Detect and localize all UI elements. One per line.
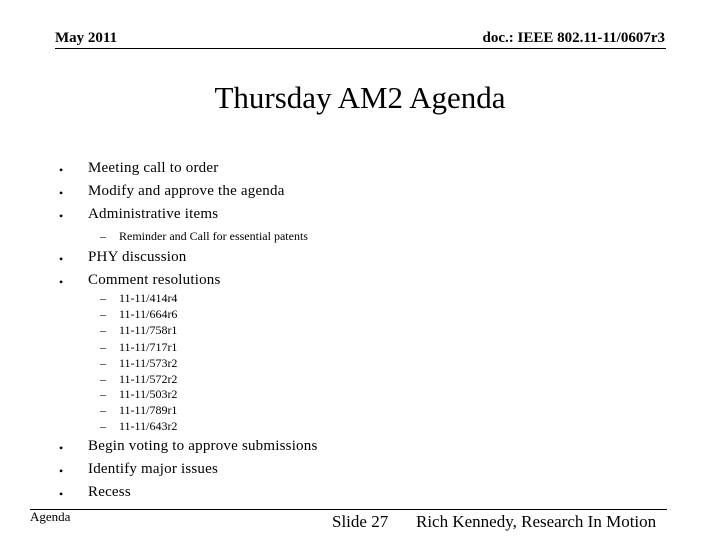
footer-label: Agenda bbox=[30, 509, 71, 524]
bullet-marker: • bbox=[59, 464, 64, 478]
sub-marker: – bbox=[100, 403, 106, 417]
bullet-marker: • bbox=[59, 487, 64, 501]
sub-text: 11-11/572r2 bbox=[119, 372, 178, 386]
slide-number: Slide 27 bbox=[332, 512, 389, 531]
bullet-marker: • bbox=[59, 186, 64, 200]
sub-text: 11-11/414r4 bbox=[119, 291, 178, 305]
sub-text: Reminder and Call for essential patents bbox=[119, 229, 308, 243]
bullet-text: PHY discussion bbox=[88, 249, 187, 265]
footer-rule bbox=[30, 509, 667, 510]
header-date: May 2011 bbox=[55, 30, 118, 46]
sub-marker: – bbox=[100, 291, 106, 305]
sub-marker: – bbox=[100, 372, 106, 386]
sub-marker: – bbox=[100, 419, 106, 433]
bullet-text: Comment resolutions bbox=[88, 272, 221, 288]
sub-text: 11-11/664r6 bbox=[119, 307, 178, 321]
bullet-text: Administrative items bbox=[88, 206, 219, 222]
sub-text: 11-11/573r2 bbox=[119, 356, 178, 370]
sub-text: 11-11/758r1 bbox=[119, 323, 178, 337]
slide-title: Thursday AM2 Agenda bbox=[214, 80, 506, 115]
sub-text: 11-11/503r2 bbox=[119, 387, 178, 401]
bullet-text: Identify major issues bbox=[88, 461, 219, 477]
sub-marker: – bbox=[100, 356, 106, 370]
bullet-text: Meeting call to order bbox=[88, 160, 219, 176]
footer-author: Rich Kennedy, Research In Motion bbox=[416, 512, 657, 531]
sub-marker: – bbox=[100, 387, 106, 401]
header-doc-id: doc.: IEEE 802.11-11/0607r3 bbox=[482, 30, 665, 46]
header-rule bbox=[55, 48, 666, 49]
bullet-marker: • bbox=[59, 275, 64, 289]
bullet-marker: • bbox=[59, 163, 64, 177]
bullet-text: Recess bbox=[88, 484, 131, 500]
sub-marker: – bbox=[100, 307, 106, 321]
bullet-text: Modify and approve the agenda bbox=[88, 183, 285, 199]
bullet-text: Begin voting to approve submissions bbox=[88, 438, 318, 454]
sub-text: 11-11/643r2 bbox=[119, 419, 178, 433]
bullet-marker: • bbox=[59, 209, 64, 223]
sub-text: 11-11/789r1 bbox=[119, 403, 178, 417]
sub-marker: – bbox=[100, 323, 106, 337]
sub-marker: – bbox=[100, 340, 106, 354]
sub-text: 11-11/717r1 bbox=[119, 340, 178, 354]
sub-marker: – bbox=[100, 229, 106, 243]
bullet-marker: • bbox=[59, 441, 64, 455]
bullet-marker: • bbox=[59, 252, 64, 266]
